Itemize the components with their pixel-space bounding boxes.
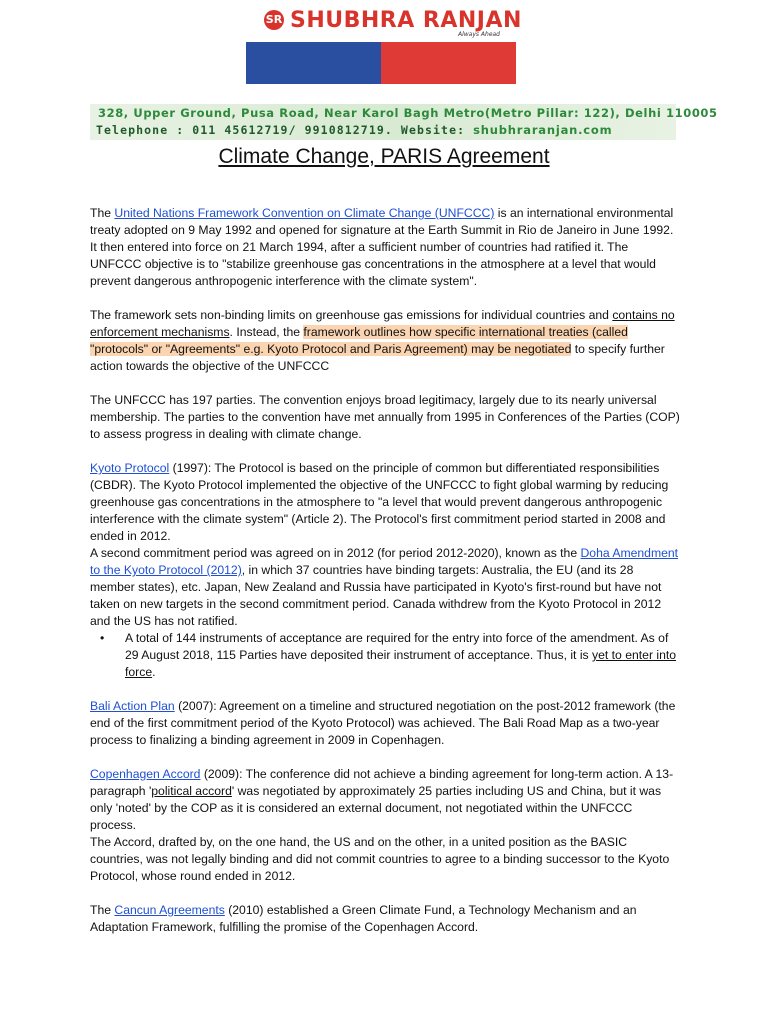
p3-b: ) to assess progress in dealing with climate change. — [90, 410, 680, 441]
document-body — [90, 205, 680, 953]
doha-paragraph — [90, 545, 680, 630]
p1-text: is an international environmental treaty adopted on 9 May 1992 and opened for signature at the Earth Summit in Rio de Janeiro in June 1992. It then entered into force on 21 March 1994, after a sufficient number of countries had ratified it. The UNFCCC objective is to "stabilize greenhouse gas concentrations in the atmosphere at a level that would prevent dangerous anthropogenic interference with the climate system". — [90, 206, 674, 288]
bali-paragraph — [90, 698, 680, 749]
bullet-text-a: A total of 144 instruments of acceptance are required for the entry into force of the amendment. As of 29 August 2018, 115 Parties have deposited their instrument of acceptance. Thus, it is — [125, 631, 669, 662]
website-label: Website: — [400, 123, 466, 137]
bullet-text-b: . — [152, 665, 156, 679]
doha-text-a: A second commitment period was agreed on in 2012 (for period 2012-2020), known as the — [90, 546, 581, 560]
kyoto-protocol-link[interactable]: Kyoto Protocol — [90, 461, 170, 475]
logo-blue-band — [246, 42, 381, 84]
accord-paragraph — [90, 834, 680, 885]
address: 328, Upper Ground, Pusa Road, Near Karol Bagh Metro(Metro Pillar: 122), Delhi 110005 — [98, 106, 718, 120]
accord-text: The Accord, drafted by, on the one hand, the US and on the other, in a united position as the BASIC countries, was not legally binding and did not commit countries to agree to a binding successor to the Kyoto Protocol, whose round ended in 2012. — [90, 835, 670, 883]
doha-text-b: , in which 37 countries have binding targets: Australia, the EU (and its 28 member states), etc. Japan, New Zealand and Russia have participated in Kyoto's first-round but have not taken on new targets in the second commitment period. Canada withdrew from the Kyoto Protocol in 2012 and the US has not ratified. — [90, 563, 662, 628]
parties-paragraph — [90, 392, 680, 443]
p2-underline: contains no enforcement mechanisms — [90, 308, 675, 339]
telephone: 011 45612719/ 9910812719. — [192, 123, 393, 137]
unfccc-paragraph — [90, 205, 680, 290]
p1-pre: The — [90, 206, 115, 220]
kyoto-text: (1997): The Protocol is based on the principle of common but differentiated responsibilities (CBDR). The Kyoto Protocol implemented the objective of the UNFCCC to fight global warming by reducing greenhouse gas concentrations in the atmosphere to "a level that would prevent dangerous anthropogenic interference with the climate system" (Article 2). The Protocol's first commitment period started in 2008 and ended in 2012. — [90, 461, 669, 543]
framework-paragraph — [90, 307, 680, 375]
p2-a: The framework sets non-binding limits on greenhouse gas emissions for individual countries and — [90, 308, 613, 322]
logo-mark-icon: SR — [264, 10, 284, 30]
contact-banner — [90, 104, 718, 140]
p3-cop: COP — [649, 410, 676, 424]
copenhagen-paragraph — [90, 766, 680, 834]
cancun-pre: The — [90, 903, 115, 917]
cancun-agreements-link[interactable]: Cancun Agreements — [114, 903, 225, 917]
logo — [246, 0, 522, 84]
bullet-icon: • — [100, 631, 105, 645]
bali-text: (2007): Agreement on a timeline and structured negotiation on the post-2012 framework (the end of the first commitment period of the Kyoto Protocol) was achieved. The Bali Road Map as a two-year process to finalizing a binding agreement in 2009 in Copenhagen. — [90, 699, 676, 747]
cancun-text: (2010) established a Green Climate Fund, a Technology Mechanism and an Adaptation Framework, fulfilling the promise of the Copenhagen Accord. — [90, 903, 637, 934]
copenhagen-accord-link[interactable]: Copenhagen Accord — [90, 767, 201, 781]
telephone-label: Telephone : — [96, 123, 185, 137]
logo-name: SHUBHRA RANJAN — [290, 8, 522, 33]
copenhagen-text-b: ' was negotiated by approximately 25 parties including US and China, but it was only 'noted' by the COP as it is considered an external document, not negotiated within the UNFCCC process. — [90, 784, 662, 832]
bali-action-plan-link[interactable]: Bali Action Plan — [90, 699, 175, 713]
copenhagen-text-a: (2009): The conference did not achieve a binding agreement for long-term action. A 13-paragraph ' — [90, 767, 674, 798]
page-title: Climate Change, PARIS Agreement — [218, 145, 550, 168]
p2-highlight: framework outlines how specific international treaties (called "protocols" or "Agreements" e.g. Kyoto Protocol and Paris Agreement) may be negotiated — [90, 325, 628, 356]
logo-red-band — [381, 42, 516, 84]
p3-a: The UNFCCC has 197 parties. The convention enjoys broad legitimacy, largely due to its nearly universal membership. The parties to the convention have met annually from 1995 in Conferences of the Parties ( — [90, 393, 657, 424]
logo-tagline: Always Ahead — [457, 31, 500, 38]
contact-line — [96, 123, 612, 137]
website-link[interactable]: shubhraranjan.com — [473, 123, 613, 137]
cancun-paragraph — [90, 902, 680, 936]
doha-bullet — [90, 630, 680, 681]
p2-b: . Instead, the — [229, 325, 304, 339]
doha-amendment-link[interactable]: Doha Amendment to the Kyoto Protocol (2012) — [90, 546, 679, 577]
unfccc-link[interactable]: United Nations Framework Convention on Climate Change (UNFCCC) — [114, 206, 495, 220]
p2-c: to specify further action towards the objective of the UNFCCC — [90, 342, 665, 373]
political-accord: political accord — [151, 784, 232, 798]
kyoto-paragraph — [90, 460, 680, 545]
bullet-underline: yet to enter into force — [125, 648, 677, 679]
